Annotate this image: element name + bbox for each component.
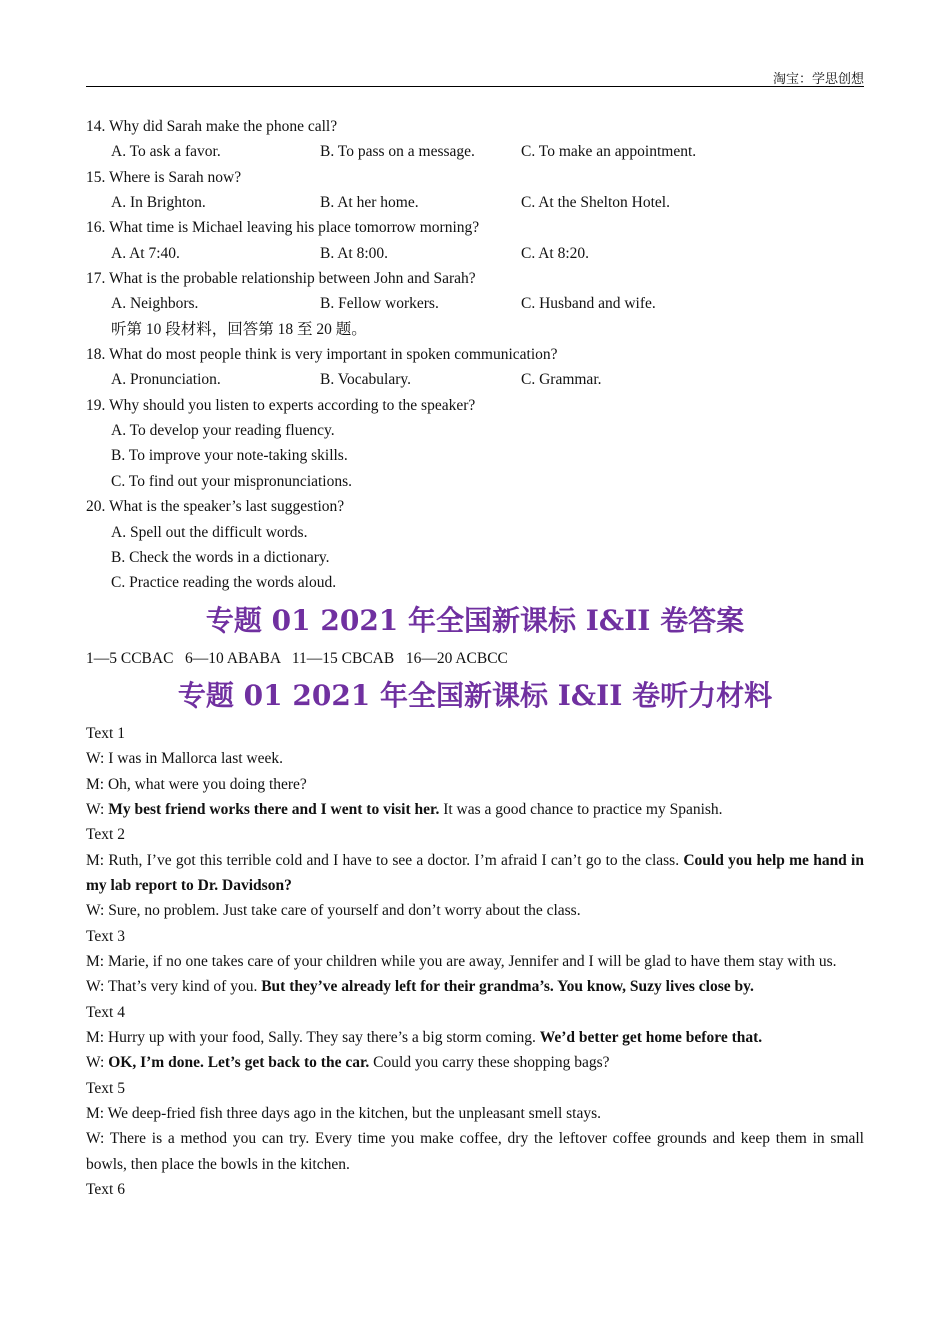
question-15 [86,165,864,216]
content [86,114,864,1202]
transcript-title: 专题 01 2021 年全国新课标 I&II 卷听力材料 [177,678,773,712]
line-start: M: Hurry up with your food, Sally. They say there’s a big storm coming. [86,1029,540,1046]
dialogue-line [86,797,864,822]
dialogue-line [86,974,864,999]
question-18 [86,342,864,393]
option-b: B. Fellow workers. [320,295,439,313]
answer-key: 1—5 CCBAC 6—10 ABABA 11—15 CBCAB 16—20 ACBCC [86,649,508,667]
line-rest: Could you carry these shopping bags? [369,1054,610,1072]
text-label: Text 3 [86,927,125,945]
speaker-prefix: W: [86,1054,109,1072]
question-text: 14. Why did Sarah make the phone call? [86,118,338,135]
key-sentence: Could you help me hand in my lab report to Dr. Davidson? [86,851,864,894]
question-16 [86,215,864,266]
text-label: Text 2 [86,826,125,844]
option-a: A. At 7:40. [111,244,180,262]
section-note: 听第 10 段材料，回答第 18 至 20 题。 [111,320,367,338]
text-label: Text 4 [86,1003,125,1021]
key-sentence: We’d better get home before that. [539,1029,763,1046]
question-text: 15. Where is Sarah now? [86,168,242,186]
dialogue-line: W: Sure, no problem. Just take care of yourself and don’t worry about the class. [86,902,581,920]
text-label: Text 5 [86,1079,125,1097]
option-a: A. Neighbors. [111,295,199,313]
option-c: C. Husband and wife. [521,295,656,313]
line-start: M: Ruth, I’ve got this terrible cold and I have to see a doctor. I’m afraid I can’t go to the class. [86,851,684,869]
question-text: 18. What do most people think is very important in spoken communication? [86,346,558,364]
option-a: A. To ask a favor. [111,143,221,161]
option-c: C. To make an appointment. [521,143,697,161]
option-c: C. To find out your mispronunciations. [111,472,353,490]
dialogue-line: W: I was in Mallorca last week. [86,750,283,768]
dialogue-line: M: Oh, what were you doing there? [86,775,307,793]
options-row [86,367,864,392]
dialogue-line [86,1025,864,1050]
key-sentence: OK, I’m done. Let’s get back to the car. [108,1054,370,1072]
option-a: A. Spell out the difficult words. [111,523,308,541]
line-rest: It was a good chance to practice my Spanish. [439,800,723,818]
transcript [86,721,864,1203]
header-text: 淘宝：学思创想 [772,71,864,86]
page-header [86,66,864,87]
speaker-prefix: W: [86,800,109,818]
question-17 [86,266,864,317]
key-sentence: My best friend works there and I went to visit her. [108,800,440,818]
options-row [86,241,864,266]
question-text: 17. What is the probable relationship between John and Sarah? [86,270,476,288]
question-text: 20. What is the speaker’s last suggestion? [86,498,345,516]
dialogue-line: M: We deep-fried fish three days ago in the kitchen, but the unpleasant smell stays. [86,1105,601,1123]
option-c: C. At the Shelton Hotel. [521,194,670,212]
key-sentence: But they’ve already left for their grandma’s. You know, Suzy lives close by. [261,978,754,996]
text-label: Text 6 [86,1181,125,1199]
option-b: B. At 8:00. [320,244,389,262]
text-label: Text 1 [86,724,125,742]
dialogue-line [86,848,864,899]
options-row [86,139,864,164]
option-a: A. In Brighton. [111,194,206,212]
option-a: A. Pronunciation. [111,371,221,389]
line-start: W: That’s very kind of you. [86,978,262,996]
option-b: B. To improve your note-taking skills. [111,447,348,465]
option-b: B. At her home. [320,194,419,212]
options-row [86,190,864,215]
option-b: B. Check the words in a dictionary. [111,548,330,566]
option-b: B. Vocabulary. [320,371,411,389]
question-20 [86,494,864,595]
dialogue-line: W: There is a method you can try. Every time you make coffee, dry the leftover coffee grounds and keep them in small bowls, then place the bowls in the kitchen. [86,1130,864,1173]
option-c: C. At 8:20. [521,244,590,262]
question-19 [86,393,864,494]
answer-title: 专题 01 2021 年全国新课标 I&II 卷答案 [205,603,745,637]
options-row [86,291,864,316]
dialogue-line: M: Marie, if no one takes care of your children while you are away, Jennifer and I will be glad to have them stay with us. [86,952,837,970]
question-14 [86,114,864,165]
question-text: 19. Why should you listen to experts according to the speaker? [86,396,476,414]
option-a: A. To develop your reading fluency. [111,422,335,440]
option-c: C. Grammar. [521,371,602,389]
option-b: B. To pass on a message. [320,143,475,161]
option-c: C. Practice reading the words aloud. [111,574,337,592]
dialogue-line [86,1050,864,1075]
question-text: 16. What time is Michael leaving his place tomorrow morning? [86,219,480,237]
